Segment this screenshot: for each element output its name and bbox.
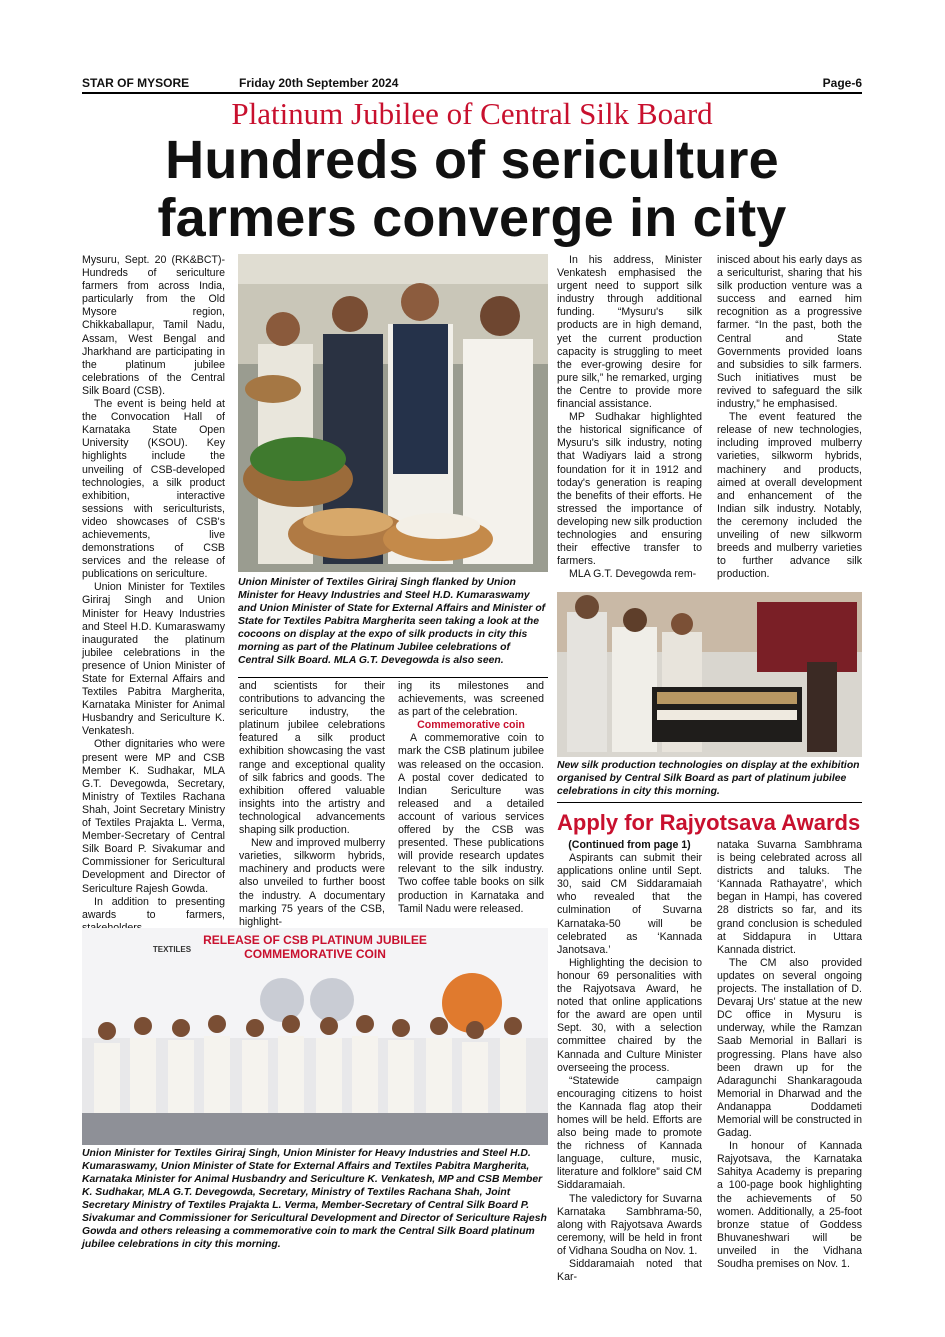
article-column-6 — [557, 839, 702, 1284]
masthead-rule — [82, 92, 862, 94]
paragraph: A commemorative coin to mark the CSB platinum jubilee was released on the occasion. A postal cover dedicated to Indian Sericulture was released and a detailed account of various services offered by the CSB was presented. These publications will provide research updates relevant to the silk industry. Two coffee table books on silk production in Karnataka and Tamil Nadu were released. — [398, 732, 544, 915]
paragraph: inisced about his early days as a sericulturist, sharing that his silk production venture was a success and earned him recognition as a progressive farmer. “In the past, both the Central and State Governments provided loans and subsidies to silk farmers. Such initiatives must be revived to safeguard the silk industry,” he emphasised. — [717, 254, 862, 411]
article-column-5 — [717, 254, 862, 581]
headline-line-2: farmers converge in city — [157, 188, 787, 248]
paragraph: ing its milestones and achievements, was screened as part of the celebration. — [398, 680, 544, 719]
paragraph: Siddaramaiah noted that Kar- — [557, 1258, 702, 1284]
banner-line-2: COMMEMORATIVE COIN — [244, 947, 386, 961]
photo-caption: New silk production technologies on display at the exhibition organised by Central Silk Board as part of platinum jubilee celebrations in city this morning. — [557, 760, 860, 797]
headline — [76, 131, 868, 247]
article-column-3 — [398, 680, 544, 916]
article-column-7 — [717, 839, 862, 1271]
issue-date: Friday 20th September 2024 — [239, 76, 399, 90]
page-number: Page-6 — [822, 76, 862, 90]
paragraph: In honour of Kannada Rajyotsava, the Karnataka Sahitya Academy is preparing a 100-page book highlighting the achievements of 50 women. Additionally, a 25-foot bronze statue of Goddess Bhuvaneshwari will be unveiled in the Vidhana Soudha premises on Nov. 1. — [717, 1140, 862, 1270]
paragraph: The event is being held at the Convocation Hall of Karnataka State Open University (KSOU). Key highlights include the unveiling of CSB-developed technologies, a silk product exhibition, interactive sessions with sericulturists, video showcases of CSB's achievements, live demonstrations of CSB services and the release of publications on sericulture. — [82, 398, 225, 581]
photo-caption: Union Minister for Textiles Giriraj Singh, Union Minister for Heavy Industries and Steel H.D. Kumaraswamy, Union Minister of State for External Affairs and Textiles Pabitra Margherita, Karnataka Minister for Animal Husbandry and Sericulture K. Venkatesh, MP and CSB Member K. Sudhakar, MLA G.T. Devegowda, Secretary, Ministry of Textiles Rachana Shah, Joint Secretary Ministry of Textiles Prajakta L. Verma, Member-Secretary of Central Silk Board P. Sivakumar and Commissioner for Sericultural Development and Director of Sericulture Rajesh Gowda and others releasing a commemorative coin to mark the Central Silk Board platinum jubilee celebrations in city this morning. — [82, 1148, 547, 1250]
publication-name: STAR OF MYSORE — [82, 76, 190, 90]
continued-note: (Continued from page 1) — [568, 839, 691, 851]
article-column-2 — [239, 680, 385, 929]
masthead — [82, 76, 862, 92]
paragraph: New and improved mulberry varieties, silkworm hybrids, machinery and products were also unveiled to further boost the industry. A documentary marking 75 years of the CSB, highlight- — [239, 837, 385, 928]
paragraph: Aspirants can submit their applications online until Sept. 30, said CM Siddaramaiah who revealed that the culmination of Suvarna Karnataka-50 will be celebrated as ‘Kannada Janotsava.’ — [557, 852, 702, 956]
paragraph: In addition to presenting awards to farmers, — [82, 895, 225, 921]
headline-line-1: Hundreds of sericulture — [165, 130, 779, 190]
paragraph: Union Minister for Textiles Giriraj Singh and Union Minister for Heavy Industries and Steel H.D. Kumaraswamy inaugurated the platinum jubilee celebrations in the presence of Union Minister of State for External Affairs and Textiles Pabitra Margherita, Karnataka Minister for Animal Husbandry and Sericulture K. Venkatesh. — [82, 581, 225, 738]
paragraph: The CM also provided updates on several ongoing projects. The installation of D. Devaraj Urs' statue at the new DC office in Mysuru is underway, while the Ramzan Saab Memorial in Ballari is progressing. Plans have also been drawn up for the Adaragunchi Shankaragouda Memorial in Dharwad and the Andanappa Doddameti Memorial will be constructed in Gadag. — [717, 956, 862, 1140]
paragraph: MLA G.T. Devegowda rem- — [569, 568, 697, 581]
paragraph: The event featured the release of new technologies, including improved mulberry varieties, silkworm hybrids, machinery and products, aimed at overall development and enhancement of the Indian silk industry. Notably, the ceremony included the unveiling of new silkworm breeds and mulberry varieties to further advance silk production. — [717, 411, 862, 581]
divider — [238, 677, 548, 678]
paragraph: and scientists for their contributions to advancing the sericulture industry, the platinum jubilee celebrations featured a silk product exhibition showcasing the vast range and exceptional quality of silk fabrics and goods. The exhibition offered valuable insights into the artistry and technological advancements shaping silk production. — [239, 680, 385, 837]
article-column-1 — [82, 254, 225, 935]
paragraph: Highlighting the decision to honour 69 personalities with the Rajyotsava Award, he noted that online applications for the award are open until Sept. 30, with a selection committee chaired by the Kannada and Culture Minister overseeing the process. — [557, 956, 702, 1074]
paragraph: Mysuru, Sept. 20 (RK&BCT)- Hundreds of sericulture farmers from across India, particularly from the Old Mysore region, Chikkaballapur, Tamil Nadu, Assam, West Bengal and Jharkhand are participating in the platinum jubilee celebrations of the Central Silk Board (CSB). — [82, 254, 225, 397]
photo-caption: Union Minister of Textiles Giriraj Singh flanked by Union Minister for Heavy Industries and Steel H.D. Kumaraswamy and Union Minister of State for External Affairs and Minister of State for Textiles Pabitra Margherita seen taking a look at the cocoons on display at the expo of silk products in city this morning as part of the Platinum Jubilee celebrations of Central Silk Board. MLA G.T. Devegowda is also seen. — [238, 577, 546, 666]
paragraph: MP Sudhakar highlighted the historical significance of Mysuru's silk industry, noting that Wadiyars laid a strong foundation for it in 1912 and today's generation is reaping the benefits of their efforts. He stressed the importance of developing new silk production technologies and ensuring their effective transfer to farmers. — [557, 411, 702, 568]
paragraph: In his address, Minister Venkatesh emphasised the urgent need to support silk industry through additional funding. “Mysuru's silk products are in high demand, yet the current production capacity is struggling to meet the ever-growing desire for pure silk,” he remarked, urging the Centre to provide more financial assistance. — [557, 254, 702, 411]
paragraph: Other dignitaries who were present were MP and CSB Member K. Sudhakar, MLA G.T. Devegowda, Secretary, Ministry of Textiles Rachana Shah, Joint Secretary Ministry of Textiles Prajakta L. Verma, Member-Secretary of Central Silk Board P. Sivakumar and Commissioner for Sericultural Development and Director of Sericulture Rajesh Gowda. — [82, 738, 225, 895]
cocoon-display-photo — [238, 254, 548, 572]
exhibition-photo — [557, 592, 862, 757]
kicker: Platinum Jubilee of Central Silk Board — [231, 96, 713, 131]
subheading: Commemorative coin — [417, 719, 525, 732]
paragraph: The valedictory for Suvarna Karnataka Sambhrama-50, along with Rajyotsava Awards ceremony, will be held in front of Vidhana Soudha on Nov. 1. — [557, 1192, 702, 1257]
divider — [557, 802, 862, 803]
paragraph: “Statewide campaign encouraging citizens to hoist the Kannada flag atop their homes will be held. Efforts are also being made to promote the richness of Kannada language, culture, music, literature and folklore” said CM Siddaramaiah. — [557, 1074, 702, 1192]
article-column-4 — [557, 254, 702, 581]
coin-release-photo — [82, 928, 548, 1145]
ministry-logo-text: TEXTILES — [152, 945, 192, 954]
article-title: Apply for Rajyotsava Awards — [557, 810, 861, 835]
banner-line-1: RELEASE OF CSB PLATINUM JUBILEE — [203, 933, 427, 947]
paragraph: nataka Suvarna Sambhrama is being celebrated across all districts and taluks. The ‘Kannada Rathayatre’, which began in Hampi, has covered 28 districts so far, and its grand conclusion is scheduled at Siddapura in Uttara Kannada district. — [717, 839, 862, 956]
